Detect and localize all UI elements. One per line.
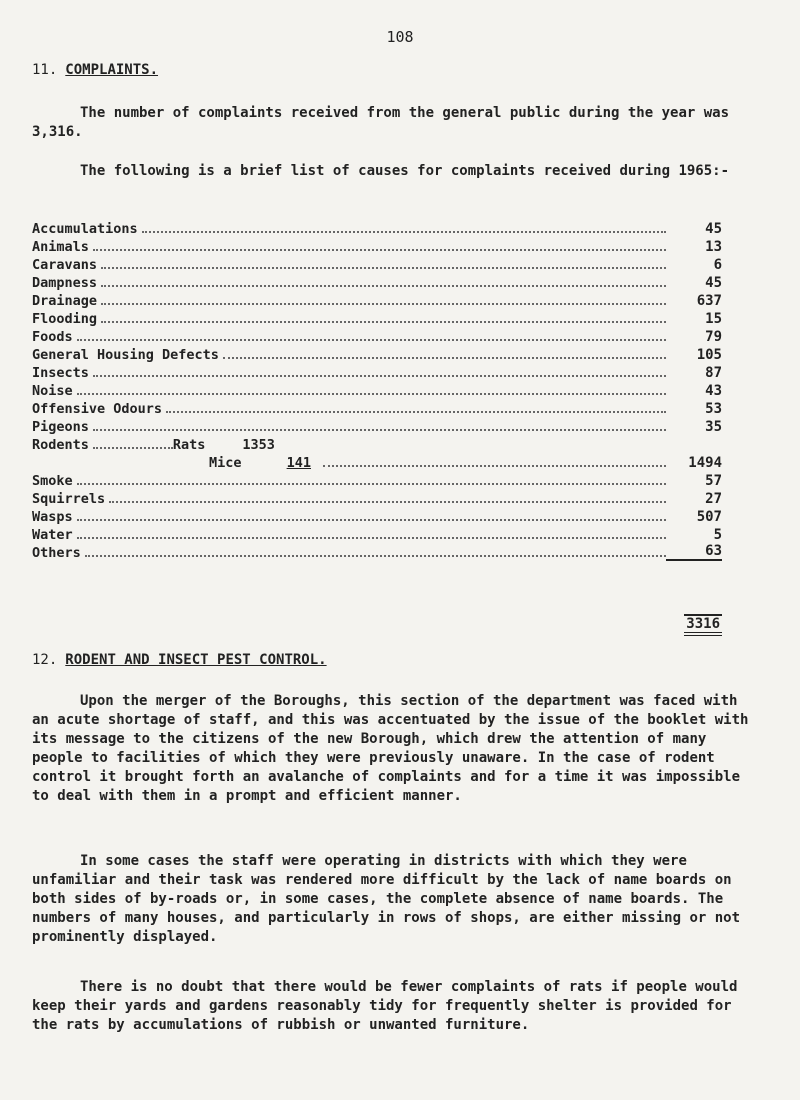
list-item-label: Squirrels bbox=[32, 491, 106, 507]
list-item-count: 27 bbox=[705, 491, 722, 507]
section-12-heading bbox=[32, 652, 327, 668]
list-item-count: 6 bbox=[713, 257, 722, 273]
dot-leader bbox=[77, 393, 666, 395]
list-item-label: General Housing Defects bbox=[32, 347, 219, 363]
complaints-total bbox=[32, 616, 722, 632]
dot-leader bbox=[77, 339, 666, 341]
total-value: 3316 bbox=[684, 614, 722, 636]
list-item-count: 5 bbox=[713, 527, 722, 543]
mice-label: Mice bbox=[209, 455, 242, 471]
list-item bbox=[32, 238, 722, 255]
list-item bbox=[32, 382, 722, 399]
list-item-label: Smoke bbox=[32, 473, 73, 489]
list-item bbox=[32, 544, 722, 561]
dot-leader bbox=[223, 357, 666, 359]
list-item-label: Wasps bbox=[32, 509, 73, 525]
section-11-paragraph-2: The following is a brief list of causes for complaints received during 1965:- bbox=[80, 163, 730, 179]
rodents-row bbox=[32, 436, 722, 453]
rodents-count: 1494 bbox=[688, 455, 722, 471]
dot-leader bbox=[93, 375, 666, 377]
list-item bbox=[32, 328, 722, 345]
list-item-label: Accumulations bbox=[32, 221, 138, 237]
list-item-count: 13 bbox=[705, 239, 722, 255]
list-item-label: Water bbox=[32, 527, 73, 543]
list-item bbox=[32, 490, 722, 507]
dot-leader bbox=[93, 447, 173, 449]
section-11-title: COMPLAINTS. bbox=[65, 62, 159, 78]
list-item-label: Offensive Odours bbox=[32, 401, 163, 417]
list-item-count: 637 bbox=[696, 293, 722, 309]
list-item-count: 87 bbox=[705, 365, 722, 381]
section-12-paragraph-1: Upon the merger of the Boroughs, this section of the department was faced with an acute shortage of staff, and this was accentuated by the issue of the booklet with its message to the citizens of the new Borough, which drew the attention of many people to facilities of which they were previously unaware. In the case of rodent control it brought forth an avalanche of complaints and for a time it was impossible to deal with them in a prompt and efficient manner. bbox=[32, 693, 749, 804]
list-item-count: 63 bbox=[666, 543, 722, 561]
list-item-label: Noise bbox=[32, 383, 73, 399]
dot-leader bbox=[142, 231, 666, 233]
list-item-label: Animals bbox=[32, 239, 89, 255]
list-item-label: Insects bbox=[32, 365, 89, 381]
dot-leader bbox=[77, 483, 666, 485]
list-item-count: 507 bbox=[696, 509, 722, 525]
dot-leader bbox=[109, 501, 666, 503]
section-11-number: 11. bbox=[32, 62, 58, 78]
page-number: 108 bbox=[386, 28, 414, 46]
list-item-label: Caravans bbox=[32, 257, 98, 273]
mice-value: 141 bbox=[286, 455, 311, 471]
list-item bbox=[32, 346, 722, 363]
list-item bbox=[32, 418, 722, 435]
list-item-count: 45 bbox=[705, 275, 722, 291]
rats-label: Rats bbox=[172, 437, 206, 453]
dot-leader bbox=[93, 249, 666, 251]
dot-leader bbox=[323, 465, 666, 467]
list-item bbox=[32, 508, 722, 525]
list-item bbox=[32, 274, 722, 291]
list-item bbox=[32, 526, 722, 543]
section-12-paragraph-3: There is no doubt that there would be fewer complaints of rats if people would keep their yards and gardens reasonably tidy for frequently shelter is provided for the rats by accumulations of rubbish or unwanted furniture. bbox=[32, 979, 738, 1033]
dot-leader bbox=[77, 519, 666, 521]
dot-leader bbox=[101, 321, 666, 323]
dot-leader bbox=[166, 411, 666, 413]
list-item-label: Drainage bbox=[32, 293, 98, 309]
list-item bbox=[32, 310, 722, 327]
dot-leader bbox=[85, 555, 666, 557]
dot-leader bbox=[101, 267, 666, 269]
rodents-label: Rodents bbox=[32, 437, 89, 453]
list-item bbox=[32, 364, 722, 381]
list-item-label: Others bbox=[32, 545, 81, 561]
mice-subitem bbox=[209, 455, 311, 471]
list-item bbox=[32, 292, 722, 309]
list-item-label: Pigeons bbox=[32, 419, 89, 435]
list-item-count: 105 bbox=[696, 347, 722, 363]
list-item-count: 15 bbox=[705, 311, 722, 327]
dot-leader bbox=[101, 303, 666, 305]
section-11-heading bbox=[32, 62, 158, 78]
list-item-count: 57 bbox=[705, 473, 722, 489]
list-item-count: 35 bbox=[705, 419, 722, 435]
list-item bbox=[32, 472, 722, 489]
list-item-label: Foods bbox=[32, 329, 73, 345]
section-11-paragraph-1: The number of complaints received from the general public during the year was 3,316. bbox=[32, 105, 730, 140]
list-item-count: 53 bbox=[705, 401, 722, 417]
dot-leader bbox=[101, 285, 666, 287]
dot-leader bbox=[77, 537, 666, 539]
list-item-label: Flooding bbox=[32, 311, 98, 327]
list-item-count: 43 bbox=[705, 383, 722, 399]
rats-value: 1353 bbox=[242, 437, 275, 453]
list-item bbox=[32, 220, 722, 237]
list-item-count: 79 bbox=[705, 329, 722, 345]
rats-subitem bbox=[173, 437, 275, 453]
list-item bbox=[32, 400, 722, 417]
list-item-label: Dampness bbox=[32, 275, 98, 291]
list-item-count: 45 bbox=[705, 221, 722, 237]
section-12-number: 12. bbox=[32, 652, 58, 668]
list-item bbox=[32, 256, 722, 273]
mice-row bbox=[32, 454, 722, 471]
section-12-title: RODENT AND INSECT PEST CONTROL. bbox=[65, 652, 327, 668]
section-12-paragraph-2: In some cases the staff were operating in districts with which they were unfamiliar and their task was rendered more difficult by the lack of name boards on both sides of by-roads or, in some cases, the complete absence of name boards. The numbers of many houses, and particularly in rows of shops, are either missing or not prominently displayed. bbox=[32, 853, 741, 945]
dot-leader bbox=[93, 429, 666, 431]
